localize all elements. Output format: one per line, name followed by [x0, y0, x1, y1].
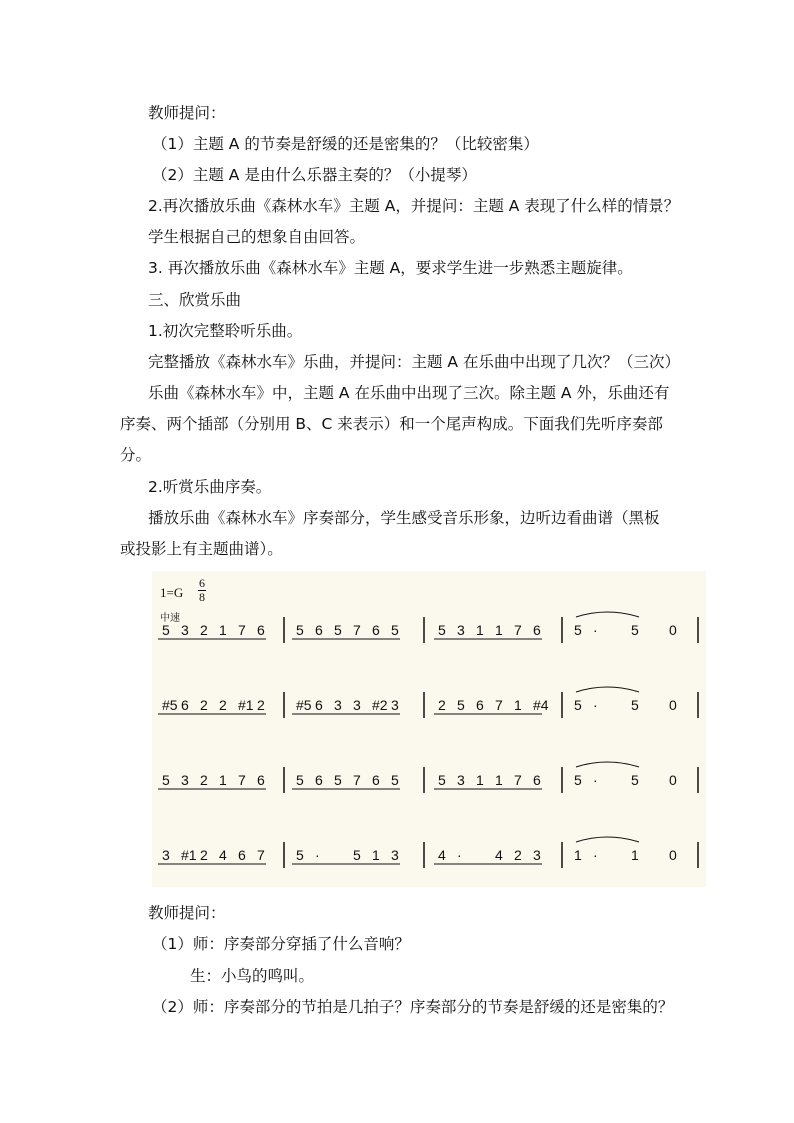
- tempo-marking: 中速: [160, 613, 180, 624]
- score-note: 7: [495, 697, 503, 713]
- score-note: 7: [353, 622, 361, 638]
- slur: [576, 612, 639, 617]
- score-note: 4: [219, 847, 227, 863]
- score-note: 6: [476, 697, 484, 713]
- score-note: #2: [372, 697, 388, 713]
- step-2-answer: 学生根据自己的想象自由回答。: [148, 228, 366, 246]
- paragraph-line-3: 分。: [120, 446, 152, 464]
- score-note: #1: [238, 697, 254, 713]
- score-note: 1: [476, 622, 484, 638]
- score-note: 5: [162, 772, 170, 788]
- score-row-svg: [152, 684, 706, 724]
- score-note: 7: [514, 622, 522, 638]
- score-note: ·: [593, 847, 598, 863]
- key-signature: 1=G: [160, 585, 184, 600]
- step-2-desc-1: 播放乐曲《森林水车》序奏部分，学生感受音乐形象，边听边看曲谱（黑板: [148, 509, 660, 527]
- score-note: ·: [593, 772, 598, 788]
- slur: [576, 762, 639, 767]
- score-note: 2: [200, 772, 208, 788]
- score-note: 3: [162, 847, 170, 863]
- score-note: #5: [296, 697, 312, 713]
- score-note: 5: [162, 622, 170, 638]
- score-row-svg: [152, 834, 706, 874]
- score-note: 5: [391, 622, 399, 638]
- paragraph-line-2: 序奏、两个插部（分别用 B、C 来表示）和一个尾声构成。下面我们先听序奏部: [120, 415, 663, 433]
- step-2-title: 2.听赏乐曲序奏。: [148, 478, 272, 496]
- score-row: [152, 759, 706, 799]
- step-3-text: 3. 再次播放乐曲《森林水车》主题 A，要求学生进一步熟悉主题旋律。: [148, 259, 633, 277]
- step-1-question: 完整播放《森林水车》乐曲，并提问：主题 A 在乐曲中出现了几次？（三次）: [148, 353, 680, 371]
- score-note: 5: [631, 622, 639, 638]
- score-note: 1: [574, 847, 582, 863]
- question-3: （1）师：序奏部分穿插了什么音响？: [152, 935, 410, 953]
- score-note: 5: [574, 697, 582, 713]
- score-note: 6: [372, 622, 380, 638]
- score-note: 5: [353, 847, 361, 863]
- score-note: 3: [533, 847, 541, 863]
- paragraph-line-1: 乐曲《森林水车》中，主题 A 在乐曲中出现了三次。除主题 A 外，乐曲还有: [148, 384, 670, 402]
- score-note: 0: [669, 847, 677, 863]
- score-note: 2: [219, 697, 227, 713]
- score-note: 6: [315, 697, 323, 713]
- score-note: 6: [181, 697, 189, 713]
- score-note: 1: [495, 622, 503, 638]
- score-note: 6: [257, 622, 265, 638]
- score-note: 1: [372, 847, 380, 863]
- music-score: [152, 571, 706, 887]
- slur: [576, 687, 639, 692]
- score-note: 2: [257, 697, 265, 713]
- teacher-question-heading-2: 教师提问：: [148, 904, 226, 922]
- score-note: 1: [631, 847, 639, 863]
- score-note: 5: [438, 772, 446, 788]
- score-note: 1: [476, 772, 484, 788]
- score-note: 5: [631, 772, 639, 788]
- score-note: 6: [533, 622, 541, 638]
- meter-bottom: 8: [199, 590, 205, 604]
- score-note: 6: [372, 772, 380, 788]
- score-note: ·: [593, 697, 598, 713]
- score-note: #5: [162, 697, 178, 713]
- score-note: 7: [238, 622, 246, 638]
- score-note: 3: [181, 772, 189, 788]
- score-note: 1: [514, 697, 522, 713]
- section-3-title: 三、欣赏乐曲: [148, 291, 242, 309]
- score-note: 5: [631, 697, 639, 713]
- answer-3: 生：小鸟的鸣叫。: [190, 967, 315, 985]
- score-note: 7: [353, 772, 361, 788]
- score-note: 0: [669, 772, 677, 788]
- score-note: 5: [296, 772, 304, 788]
- step-2-desc-2: 或投影上有主题曲谱）。: [120, 540, 283, 558]
- score-note: 2: [200, 847, 208, 863]
- meter-top: 6: [199, 576, 205, 590]
- score-row: [152, 609, 706, 649]
- score-note: #4: [533, 697, 549, 713]
- score-note: 1: [219, 772, 227, 788]
- score-note: 3: [353, 697, 361, 713]
- score-note: 6: [257, 772, 265, 788]
- score-note: 4: [495, 847, 503, 863]
- score-note: 5: [574, 772, 582, 788]
- score-note: 2: [438, 697, 446, 713]
- score-note: 3: [181, 622, 189, 638]
- score-note: 1: [219, 622, 227, 638]
- score-note: 2: [200, 697, 208, 713]
- score-note: 0: [669, 697, 677, 713]
- question-2: （2）主题 A 是由什么乐器主奏的？（小提琴）: [152, 166, 477, 184]
- score-note: 6: [315, 772, 323, 788]
- score-note: 6: [315, 622, 323, 638]
- score-note: #1: [181, 847, 197, 863]
- step-1-title: 1.初次完整聆听乐曲。: [148, 322, 303, 340]
- score-note: 3: [457, 772, 465, 788]
- score-note: 1: [495, 772, 503, 788]
- score-note: 6: [238, 847, 246, 863]
- score-note: 3: [457, 622, 465, 638]
- question-1: （1）主题 A 的节奏是舒缓的还是密集的？（比较密集）: [152, 135, 539, 153]
- score-note: 6: [533, 772, 541, 788]
- score-note: 5: [334, 622, 342, 638]
- score-note: 7: [257, 847, 265, 863]
- score-note: ·: [315, 847, 320, 863]
- slur: [576, 837, 639, 842]
- score-note: 2: [514, 847, 522, 863]
- score-note: 5: [296, 847, 304, 863]
- score-note: 5: [438, 622, 446, 638]
- time-signature: [198, 577, 206, 604]
- score-note: 0: [669, 622, 677, 638]
- score-note: 3: [391, 847, 399, 863]
- score-note: 3: [391, 697, 399, 713]
- score-note: 7: [514, 772, 522, 788]
- score-note: 5: [457, 697, 465, 713]
- score-note: 5: [574, 622, 582, 638]
- score-note: ·: [593, 622, 598, 638]
- score-note: 4: [438, 847, 446, 863]
- score-row: [152, 684, 706, 724]
- score-note: 5: [334, 772, 342, 788]
- score-row-svg: [152, 609, 706, 649]
- score-note: 7: [238, 772, 246, 788]
- score-note: 3: [334, 697, 342, 713]
- score-row-svg: [152, 759, 706, 799]
- score-row: [152, 834, 706, 874]
- step-2-text: 2.再次播放乐曲《森林水车》主题 A，并提问：主题 A 表现了什么样的情景？: [148, 197, 680, 215]
- score-note: ·: [457, 847, 462, 863]
- teacher-question-heading: 教师提问：: [148, 104, 226, 122]
- score-note: 2: [200, 622, 208, 638]
- score-note: 5: [391, 772, 399, 788]
- score-note: 5: [296, 622, 304, 638]
- question-4: （2）师：序奏部分的节拍是几拍子？序奏部分的节奏是舒缓的还是密集的？: [152, 998, 674, 1016]
